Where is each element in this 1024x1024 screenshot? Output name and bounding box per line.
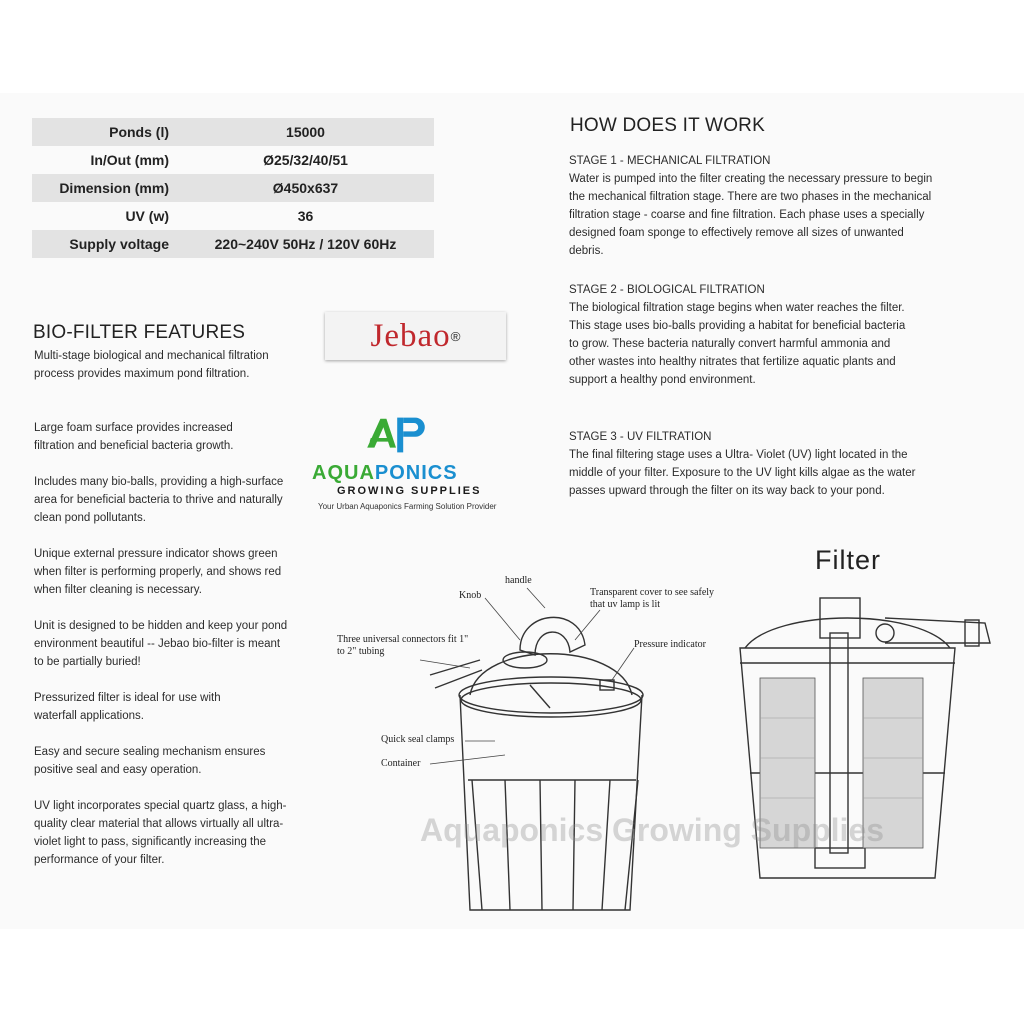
outlet-connector <box>965 620 979 646</box>
label-cover: Transparent cover to see safely that uv lamp is lit <box>590 587 715 610</box>
logo-wordmark <box>312 462 458 485</box>
spec-value: 220~240V 50Hz / 120V 60Hz <box>214 236 397 252</box>
feature-item: Pressurized filter is ideal for use with waterfall applications. <box>34 692 221 722</box>
brand-name: Jebao <box>370 317 451 354</box>
spec-value: Ø450x637 <box>272 180 339 196</box>
spec-value: 36 <box>297 208 314 224</box>
feature-item: Multi-stage biological and mechanical filtration process provides maximum pond filtration. <box>34 350 269 380</box>
stage-heading: STAGE 2 - BIOLOGICAL FILTRATION <box>569 284 765 296</box>
base-outlet <box>815 848 865 868</box>
logo-a-crossbar <box>370 438 393 442</box>
ap-logo-mark <box>360 405 480 465</box>
stage-1 <box>569 152 941 260</box>
stage-heading: STAGE 3 - UV FILTRATION <box>569 431 712 443</box>
spec-label: UV (w) <box>125 208 169 224</box>
registered-mark: ® <box>450 328 461 344</box>
logo-word-ponics: PONICS <box>374 462 458 484</box>
stage-heading: STAGE 1 - MECHANICAL FILTRATION <box>569 155 771 167</box>
label-clamps: Quick seal clamps <box>381 734 455 745</box>
spec-row <box>32 230 434 258</box>
spec-label: Ponds (l) <box>109 124 169 140</box>
feature-item: Unique external pressure indicator shows green when filter is performing properly, and shows red when filter cleaning is necessary. <box>34 548 282 596</box>
features-title: BIO-FILTER FEATURES <box>33 322 246 343</box>
outlet-pipe <box>885 618 990 643</box>
jebao-logo <box>325 312 506 360</box>
label-connectors: Three universal connectors fit 1" to 2" tubing <box>337 634 469 657</box>
stage-text: The final filtering stage uses a Ultra- Violet (UV) light located in the middle of your filter. Exposure to the UV light kills algae as the water passes upward through the filter on its way back to your pond. <box>569 449 916 497</box>
logo-subtitle: GROWING SUPPLIES <box>337 485 482 497</box>
spec-row <box>32 118 434 146</box>
filter-title: Filter <box>815 545 881 575</box>
filter-cutaway-drawing <box>735 578 1005 898</box>
how-title: HOW DOES IT WORK <box>570 115 765 136</box>
feature-item: Large foam surface provides increased filtration and beneficial bacteria growth. <box>34 422 234 452</box>
label-handle: handle <box>505 575 532 586</box>
stage-text: Water is pumped into the filter creating the necessary pressure to begin the mechanical filtration stage. There are two phases in the mechanical filtration stage - coarse and fine filtration. Each phase uses a specially designed foam sponge to effectively remove all sizes of unwanted debris. <box>569 173 933 257</box>
label-container: Container <box>381 758 421 769</box>
stage-text: The biological filtration stage begins when water reaches the filter. This stage uses bio-balls providing a habitat for beneficial bacteria to grow. These bacteria naturally convert harmful ammonia and other wastes into healthy nitrates that fertilize aquatic plants and support a healthy pond environment. <box>569 302 906 386</box>
spec-label: In/Out (mm) <box>90 152 169 168</box>
spec-label: Dimension (mm) <box>59 180 169 196</box>
stage-3 <box>569 428 921 500</box>
feature-item: Unit is designed to be hidden and keep your pond environment beautiful -- Jebao bio-filter is meant to be partially buried! <box>34 620 288 668</box>
pressure-dial <box>876 624 894 642</box>
container-body <box>460 695 642 910</box>
logo-word-aqua: AQUA <box>312 462 375 484</box>
logo-letter-p-stem <box>397 418 403 453</box>
logo-letter-a <box>367 419 396 448</box>
spec-label: Supply voltage <box>69 236 169 252</box>
label-knob: Knob <box>459 590 482 601</box>
spec-row <box>32 146 434 174</box>
label-pressure: Pressure indicator <box>634 639 706 650</box>
spec-value: Ø25/32/40/51 <box>263 152 348 168</box>
watermark: Aquaponics Growing Supplies <box>420 812 885 848</box>
feature-item: Easy and secure sealing mechanism ensures positive seal and easy operation. <box>34 746 266 776</box>
handle-shape <box>520 617 585 655</box>
spec-row <box>32 174 434 202</box>
spec-row <box>32 202 434 230</box>
stage-2 <box>569 281 909 389</box>
spec-value: 15000 <box>286 124 325 140</box>
spec-table <box>32 118 434 258</box>
logo-letter-p-bowl <box>403 418 425 437</box>
feature-item: UV light incorporates special quartz glass, a high-quality clear material that allows virtually all ultra-violet light to pass, significantly increasing the performance of your filter. <box>34 800 287 866</box>
logo-tagline: Your Urban Aquaponics Farming Solution Provider <box>318 502 497 511</box>
lid-dome <box>470 654 632 695</box>
feature-item: Includes many bio-balls, providing a high-surface area for beneficial bacteria to thrive and naturally clean pond pollutants. <box>34 476 284 524</box>
